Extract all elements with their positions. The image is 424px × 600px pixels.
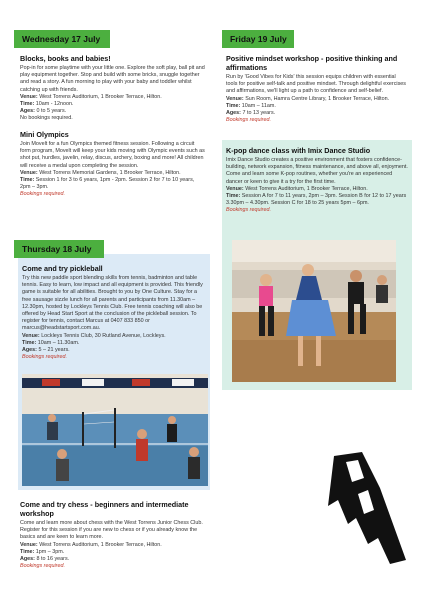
event-title: Blocks, books and babies! (20, 54, 111, 63)
event-title: Positive mindset workshop - positive thinking and affirmations (226, 54, 398, 72)
event-description: Join Movelt for a fun Olympics themed fitness session. Following a circuit form program, Movelt will keep your kids moving with Olympic events such as shot put, hurdles, javelin, relay, discus, archery, boxing and more! All children will receive a medal upon completing the session. (20, 141, 205, 169)
event-venue: Venue: Lockleys Tennis Club, 30 Rutland Avenue, Lockleys. (22, 332, 166, 339)
event-ages: Ages: 7 to 13 years. (226, 110, 276, 117)
event-description: Try this new paddle sport blending skills from tennis, badminton and table tennis. Easy to learn, low impact and all equipment is provided. This friendly game is suitable for all abilities. Brought to you by One Culture. Stay for a free sausage sizzle lunch for all parents and participants from 11.30am – 12.30pm, hosted by Lockleys Tennis Club. Free tennis coaching will also be offered by Head Start Sport at the conclusion of the pickleball session. To register for tennis, contact Marcus at 0407 833 850 or marcus@headstartsport.com.au. (22, 275, 203, 332)
event-description: Run by 'Good Vibes for Kids' this session equips children with essential tools for positive self-talk and positive mindset. Through delightful exercises and affirmations, we'll light up a path to confidence and self-belief. (226, 74, 406, 95)
event-ages: Ages: 5 – 21 years. (22, 347, 70, 354)
event-time: Time: 10am - 12noon. (20, 101, 74, 108)
event-venue: Venue: Sun Room, Hamra Centre Library, 1 Brooker Terrace, Hilton. (226, 95, 390, 102)
event-description: Come and learn more about chess with the West Torrens Junior Chess Club. Register for this session if you are new to chess or if you already know the basics and are keen to learn more. (20, 520, 203, 541)
dance-class-photo-image (232, 240, 396, 382)
event-kpop (226, 146, 408, 215)
event-time: Time: 10am – 11am. (226, 102, 276, 109)
event-chess (20, 500, 210, 570)
event-booking: Bookings required. (226, 207, 271, 214)
event-time: Time: Session 1 for 3 to 6 years, 1pm - 2pm. Session 2 for 7 to 10 years, 2pm – 3pm. (20, 177, 195, 191)
event-mini-olympics (20, 130, 206, 199)
event-pickleball (22, 264, 206, 361)
event-title: Come and try chess - beginners and intermediate workshop (20, 500, 189, 518)
wednesday-heading: Wednesday 17 July (14, 30, 110, 48)
event-venue: Venue: West Torrens Auditorium, 1 Brooker Terrace, Hilton. (226, 185, 368, 192)
event-ages: Ages: 0 to 5 years. (20, 108, 67, 115)
stylised-a-shape-icon (318, 448, 410, 568)
dance-class-photo (232, 240, 396, 382)
event-booking: Bookings required. (226, 117, 271, 124)
event-booking: Bookings required. (22, 354, 67, 361)
event-title: Mini Olympics (20, 130, 69, 139)
event-title: Come and try pickleball (22, 264, 103, 273)
pickleball-photo (22, 374, 208, 486)
event-blocks-books-babies (20, 54, 206, 123)
event-title: K-pop dance class with Imix Dance Studio (226, 146, 371, 155)
event-booking: Bookings required. (20, 191, 65, 198)
event-booking: No bookings required. (20, 115, 73, 122)
event-venue: Venue: West Torrens Memorial Gardens, 1 Brooker Terrace, Hilton. (20, 169, 181, 176)
event-venue: Venue: West Torrens Auditorium, 1 Brooker Terrace, Hilton. (20, 541, 162, 548)
friday-heading: Friday 19 July (222, 30, 294, 48)
pickleball-photo-image (22, 374, 208, 486)
event-time: Time: Session A for 7 to 11 years, 2pm – 3pm. Session B for 12 to 17 years 3.30pm – 4.30pm. Session C for 18 to 25 years 5pm – 6pm. (226, 193, 407, 207)
event-description: Imix Dance Studio creates a positive environment that fosters confidence-building, network expansion, fitness maintenance, and above all, enjoyment. Come and learn some K-pop routines, whether you're an experienced dancer or keen to give it a try for the first time. (226, 157, 408, 185)
event-booking: Bookings required. (20, 563, 65, 570)
event-description: Pop-in for some playtime with your little one. Explore the soft play, ball pit and play equipment together. Stop and build with some bricks, snuggle together and read a story. A fun morning to play with your baby and toddler whilst catching up with friends. (20, 65, 205, 93)
event-venue: Venue: West Torrens Auditorium, 1 Brooker Terrace, Hilton. (20, 93, 162, 100)
event-time: Time: 10am – 11.30am. (22, 339, 80, 346)
thursday-heading: Thursday 18 July (14, 240, 104, 258)
event-positive-mindset (226, 54, 406, 124)
event-time: Time: 1pm – 3pm. (20, 548, 65, 555)
event-ages: Ages: 8 to 16 years. (20, 556, 70, 563)
